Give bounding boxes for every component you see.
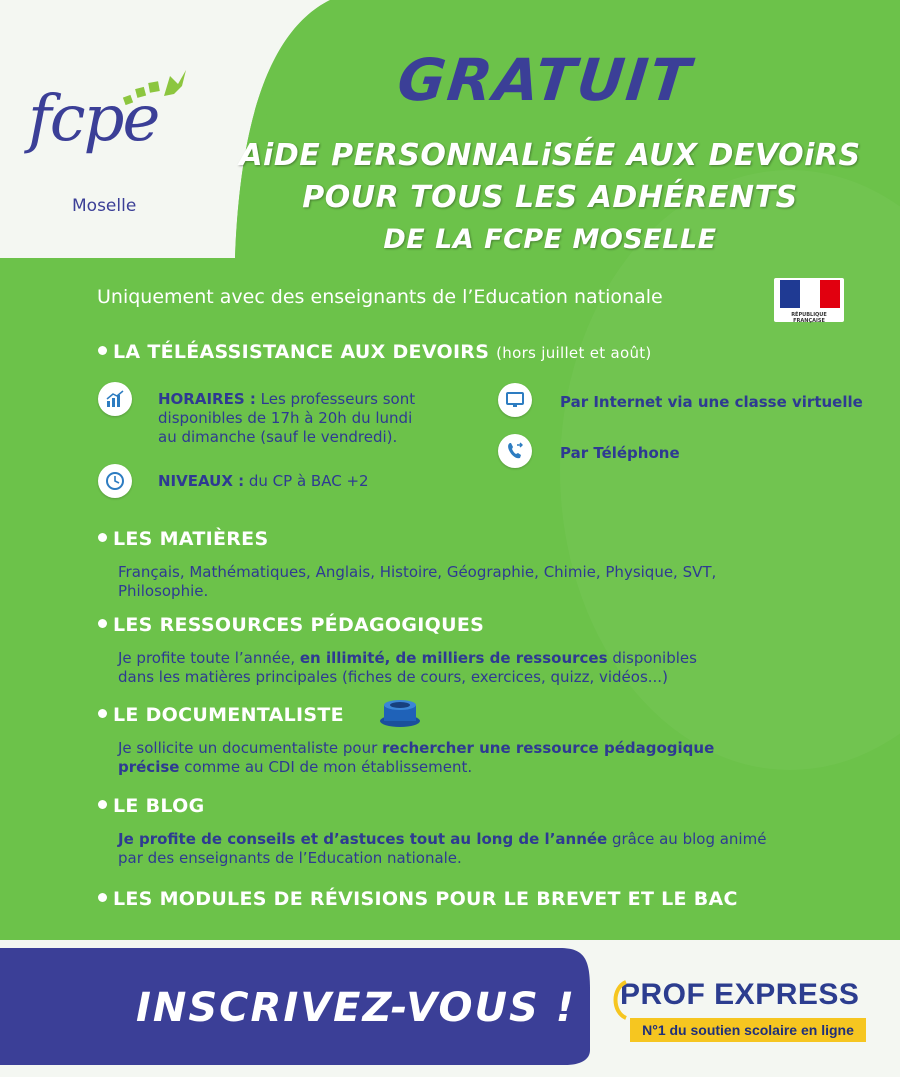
ressources-text-a: Je profite toute l’année, [118, 649, 300, 667]
prof-express-logo [620, 978, 860, 1038]
ressources-text-c: disponibles [607, 649, 697, 667]
blog-text-bold: Je profite de conseils et d’astuces tout au long de l’année [118, 830, 608, 848]
niveaux-value: du CP à BAC +2 [244, 472, 369, 490]
niveaux-label: NIVEAUX : [158, 472, 245, 490]
section-matieres-title [98, 528, 268, 550]
niveaux-text [158, 472, 369, 491]
section-note: (hors juillet et août) [496, 344, 652, 362]
fcpe-logo [20, 38, 210, 228]
niveaux-icon-badge [98, 464, 132, 498]
title: GRATUIT [394, 46, 695, 114]
ressources-line-2: dans les matières principales (fiches de cours, exercices, quizz, vidéos...) [118, 668, 668, 686]
documentaliste-text [118, 739, 714, 777]
chart-icon [105, 389, 125, 409]
flag-caption: RÉPUBLIQUE FRANÇAISE [791, 312, 827, 324]
graduation-hat-icon [374, 697, 426, 729]
section-teleassistance-title [98, 341, 652, 363]
horaires-line-2: disponibles de 17h à 20h du lundi [158, 409, 413, 427]
section-title-text: LES MATIÈRES [113, 528, 269, 550]
logo-arc-icon [608, 980, 628, 1020]
telephone-icon-badge [498, 434, 532, 468]
monitor-icon [505, 390, 525, 410]
documentaliste-text-d: comme au CDI de mon établissement. [179, 758, 473, 776]
matieres-text [118, 563, 716, 601]
matieres-line-1: Français, Mathématiques, Anglais, Histoire, Géographie, Chimie, Physique, SVT, [118, 563, 717, 581]
horaires-line-3: au dimanche (sauf le vendredi). [158, 428, 398, 446]
section-title-text: LA TÉLÉASSISTANCE AUX DEVOIRS [113, 341, 490, 363]
phone-icon [505, 441, 525, 461]
partner-tagline: N°1 du soutien scolaire en ligne [630, 1018, 866, 1042]
internet-icon-badge [498, 383, 532, 417]
section-title-text: LE DOCUMENTALISTE [113, 704, 344, 726]
logo-text: fcpe [28, 82, 159, 156]
internet-option: Par Internet via une classe virtuelle [560, 393, 863, 411]
matieres-line-2: Philosophie. [118, 582, 209, 600]
section-title-text: LES MODULES DE RÉVISIONS POUR LE BREVET ET LE BAC [113, 888, 738, 910]
republique-francaise-logo [774, 278, 844, 322]
ressources-text [118, 649, 697, 687]
horaires-text [158, 390, 415, 447]
horaires-icon-badge [98, 382, 132, 416]
headline-line-1: AiDE PERSONNALiSÉE AUX DEVOiRS [239, 138, 861, 173]
ressources-text-bold: en illimité, de milliers de ressources [299, 649, 608, 667]
section-documentaliste-title [98, 704, 344, 726]
tricolor-flag-icon [780, 280, 840, 308]
documentaliste-text-bold-2: précise [118, 758, 180, 776]
bullet-dot [98, 533, 107, 542]
horaires-label: HORAIRES : [158, 390, 256, 408]
blog-line-2: par des enseignants de l’Education nationale. [118, 849, 462, 867]
partner-name: PROF EXPRESS [620, 978, 860, 1011]
blog-text [118, 830, 766, 868]
bullet-dot [98, 619, 107, 628]
bullet-dot [98, 346, 107, 355]
headline-line-3: DE LA FCPE MOSELLE [383, 224, 717, 255]
bullet-dot [98, 800, 107, 809]
clock-icon [105, 471, 125, 491]
blog-text-b: grâce au blog animé [607, 830, 767, 848]
subtitle: Uniquement avec des enseignants de l’Education nationale [97, 286, 663, 308]
section-modules-title [98, 888, 738, 910]
section-title-text: LES RESSOURCES PÉDAGOGIQUES [113, 614, 485, 636]
documentaliste-text-bold: rechercher une ressource pédagogique [382, 739, 715, 757]
section-ressources-title [98, 614, 484, 636]
logo-region: Moselle [72, 196, 137, 216]
documentaliste-text-a: Je sollicite un documentaliste pour [118, 739, 383, 757]
headline-line-2: POUR TOUS LES ADHÉRENTS [302, 180, 798, 215]
signup-call-to-action[interactable]: INSCRIVEZ-VOUS ! [136, 985, 576, 1031]
telephone-option: Par Téléphone [560, 444, 680, 462]
section-title-text: LE BLOG [113, 795, 205, 817]
horaires-line-1: Les professeurs sont [255, 390, 416, 408]
bullet-dot [98, 893, 107, 902]
section-blog-title [98, 795, 204, 817]
bullet-dot [98, 709, 107, 718]
